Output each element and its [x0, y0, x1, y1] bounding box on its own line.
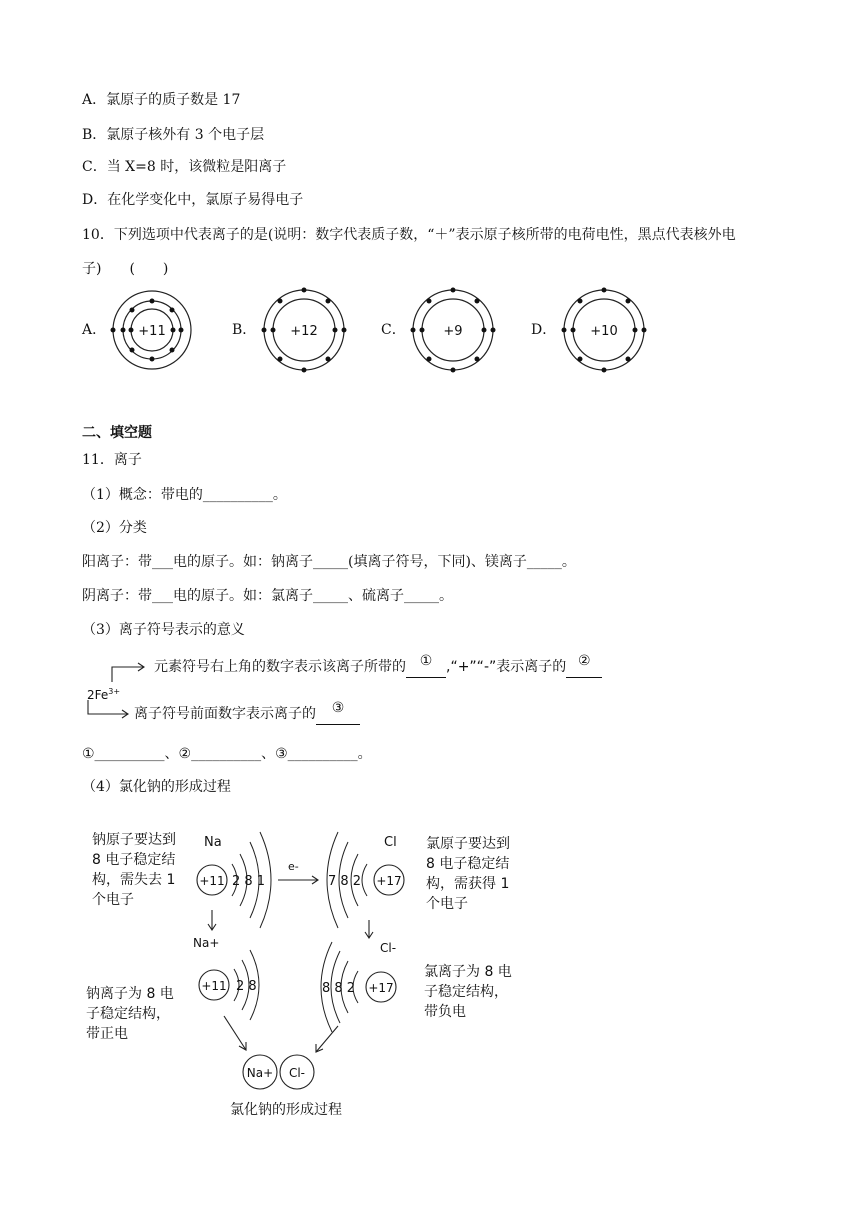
- q9-option-d: D．在化学变化中，氯原子易得电子: [82, 192, 304, 208]
- cl-desc-line: 个电子: [426, 896, 468, 912]
- cl-nucleus: +17: [376, 874, 402, 888]
- symbol-line-top-mid: ,“+”“-”表示离子的: [446, 659, 567, 675]
- ion-formula: 2Fe: [87, 688, 109, 702]
- atom-diagram-a: [104, 285, 200, 375]
- na-ion-desc-line: 子稳定结构，: [86, 1006, 170, 1022]
- nucleus-label: +9: [443, 324, 463, 339]
- na-ion-shells: 2 8: [236, 979, 257, 994]
- q10-option-letter: D．: [531, 322, 557, 338]
- cl-ion-desc-line: 氯离子为 8 电: [424, 964, 512, 980]
- atom-diagram-d: [556, 285, 652, 375]
- nucleus-label: +12: [290, 324, 318, 339]
- q11-anion: 阴离子：带___电的原子。如：氯离子_____、硫离子_____。: [82, 588, 453, 604]
- q11-meaning: （3）离子符号表示的意义: [82, 622, 245, 638]
- section-heading: 二、填空题: [82, 425, 152, 441]
- q11-blanks: ①__________、②__________、③__________。: [82, 746, 372, 762]
- na-ion-nucleus: +11: [201, 979, 227, 993]
- na-desc-line: 钠原子要达到: [92, 832, 176, 848]
- nucleus-label: +10: [590, 324, 618, 339]
- product-cl-ion: Cl-: [288, 1066, 306, 1080]
- nucleus-label: +11: [138, 324, 166, 339]
- q10-stem-line2: 子) ( ): [82, 261, 169, 277]
- na-ion-description: [86, 984, 174, 1044]
- q9-option-a: A．氯原子的质子数是 17: [82, 92, 241, 108]
- blank-mark-1: ①: [419, 653, 433, 669]
- cl-ion-description: [424, 962, 512, 1022]
- electron-label: e-: [288, 860, 299, 873]
- cl-shells: 7 8 2: [328, 874, 362, 889]
- na-ion-label: Na+: [193, 936, 220, 950]
- cl-ion-desc-line: 带负电: [424, 1004, 466, 1020]
- blank-mark-3: ③: [331, 700, 345, 716]
- na-desc-line: 构，需失去 1: [92, 872, 176, 888]
- q11-concept: （1）概念：带电的__________。: [82, 487, 287, 503]
- symbol-line-bottom: 离子符号前面数字表示离子的: [134, 706, 316, 722]
- na-desc-line: 个电子: [92, 892, 134, 908]
- blank-mark-2: ②: [577, 653, 591, 669]
- q10-stem-line1: 10．下列选项中代表离子的是(说明：数字代表质子数，“＋”表示原子核所带的电荷电性，黑点代表核外电: [82, 227, 736, 243]
- q10-option-letter: B．: [232, 322, 257, 338]
- q9-option-b: B．氯原子核外有 3 个电子层: [82, 127, 265, 143]
- q11-classify: （2）分类: [82, 520, 147, 536]
- na-symbol: Na: [204, 835, 222, 850]
- atom-diagram-b: [256, 285, 352, 375]
- q10-option-letter: A．: [82, 322, 107, 338]
- na-nucleus: +11: [199, 874, 225, 888]
- cl-ion-label: Cl-: [380, 941, 397, 955]
- atom-diagram-c: [405, 285, 501, 375]
- cl-ion-nucleus: +17: [368, 981, 394, 995]
- q10-option-letter: C．: [381, 322, 406, 338]
- q11-title: 11．离子: [82, 452, 142, 468]
- q11-cation: 阳离子：带___电的原子。如：钠离子_____(填离子符号，下同)、镁离子_____。: [82, 554, 576, 570]
- ion-charge: 3+: [108, 687, 121, 696]
- cl-ion-shells: 8 8 2: [322, 981, 356, 996]
- q9-option-c: C．当 X=8 时，该微粒是阳离子: [82, 159, 287, 175]
- diagram-caption: 氯化钠的形成过程: [230, 1102, 342, 1118]
- q11-formation-title: （4）氯化钠的形成过程: [82, 779, 231, 795]
- cl-desc-line: 8 电子稳定结: [426, 856, 510, 872]
- product-na-ion: Na+: [246, 1066, 274, 1080]
- na-desc-line: 8 电子稳定结: [92, 852, 176, 868]
- cl-description: [426, 834, 510, 914]
- nacl-formation-diagram: [0, 820, 860, 1130]
- na-shells: 2 8 1: [232, 874, 266, 889]
- symbol-line-top: 元素符号右上角的数字表示该离子所带的: [154, 659, 406, 675]
- na-ion-desc-line: 带正电: [86, 1026, 128, 1042]
- na-description: [92, 830, 176, 910]
- ion-symbol-diagram: [82, 648, 682, 728]
- cl-desc-line: 构，需获得 1: [426, 876, 510, 892]
- cl-symbol: Cl: [384, 835, 397, 850]
- na-ion-desc-line: 钠离子为 8 电: [86, 986, 174, 1002]
- cl-desc-line: 氯原子要达到: [426, 836, 510, 852]
- cl-ion-desc-line: 子稳定结构，: [424, 984, 508, 1000]
